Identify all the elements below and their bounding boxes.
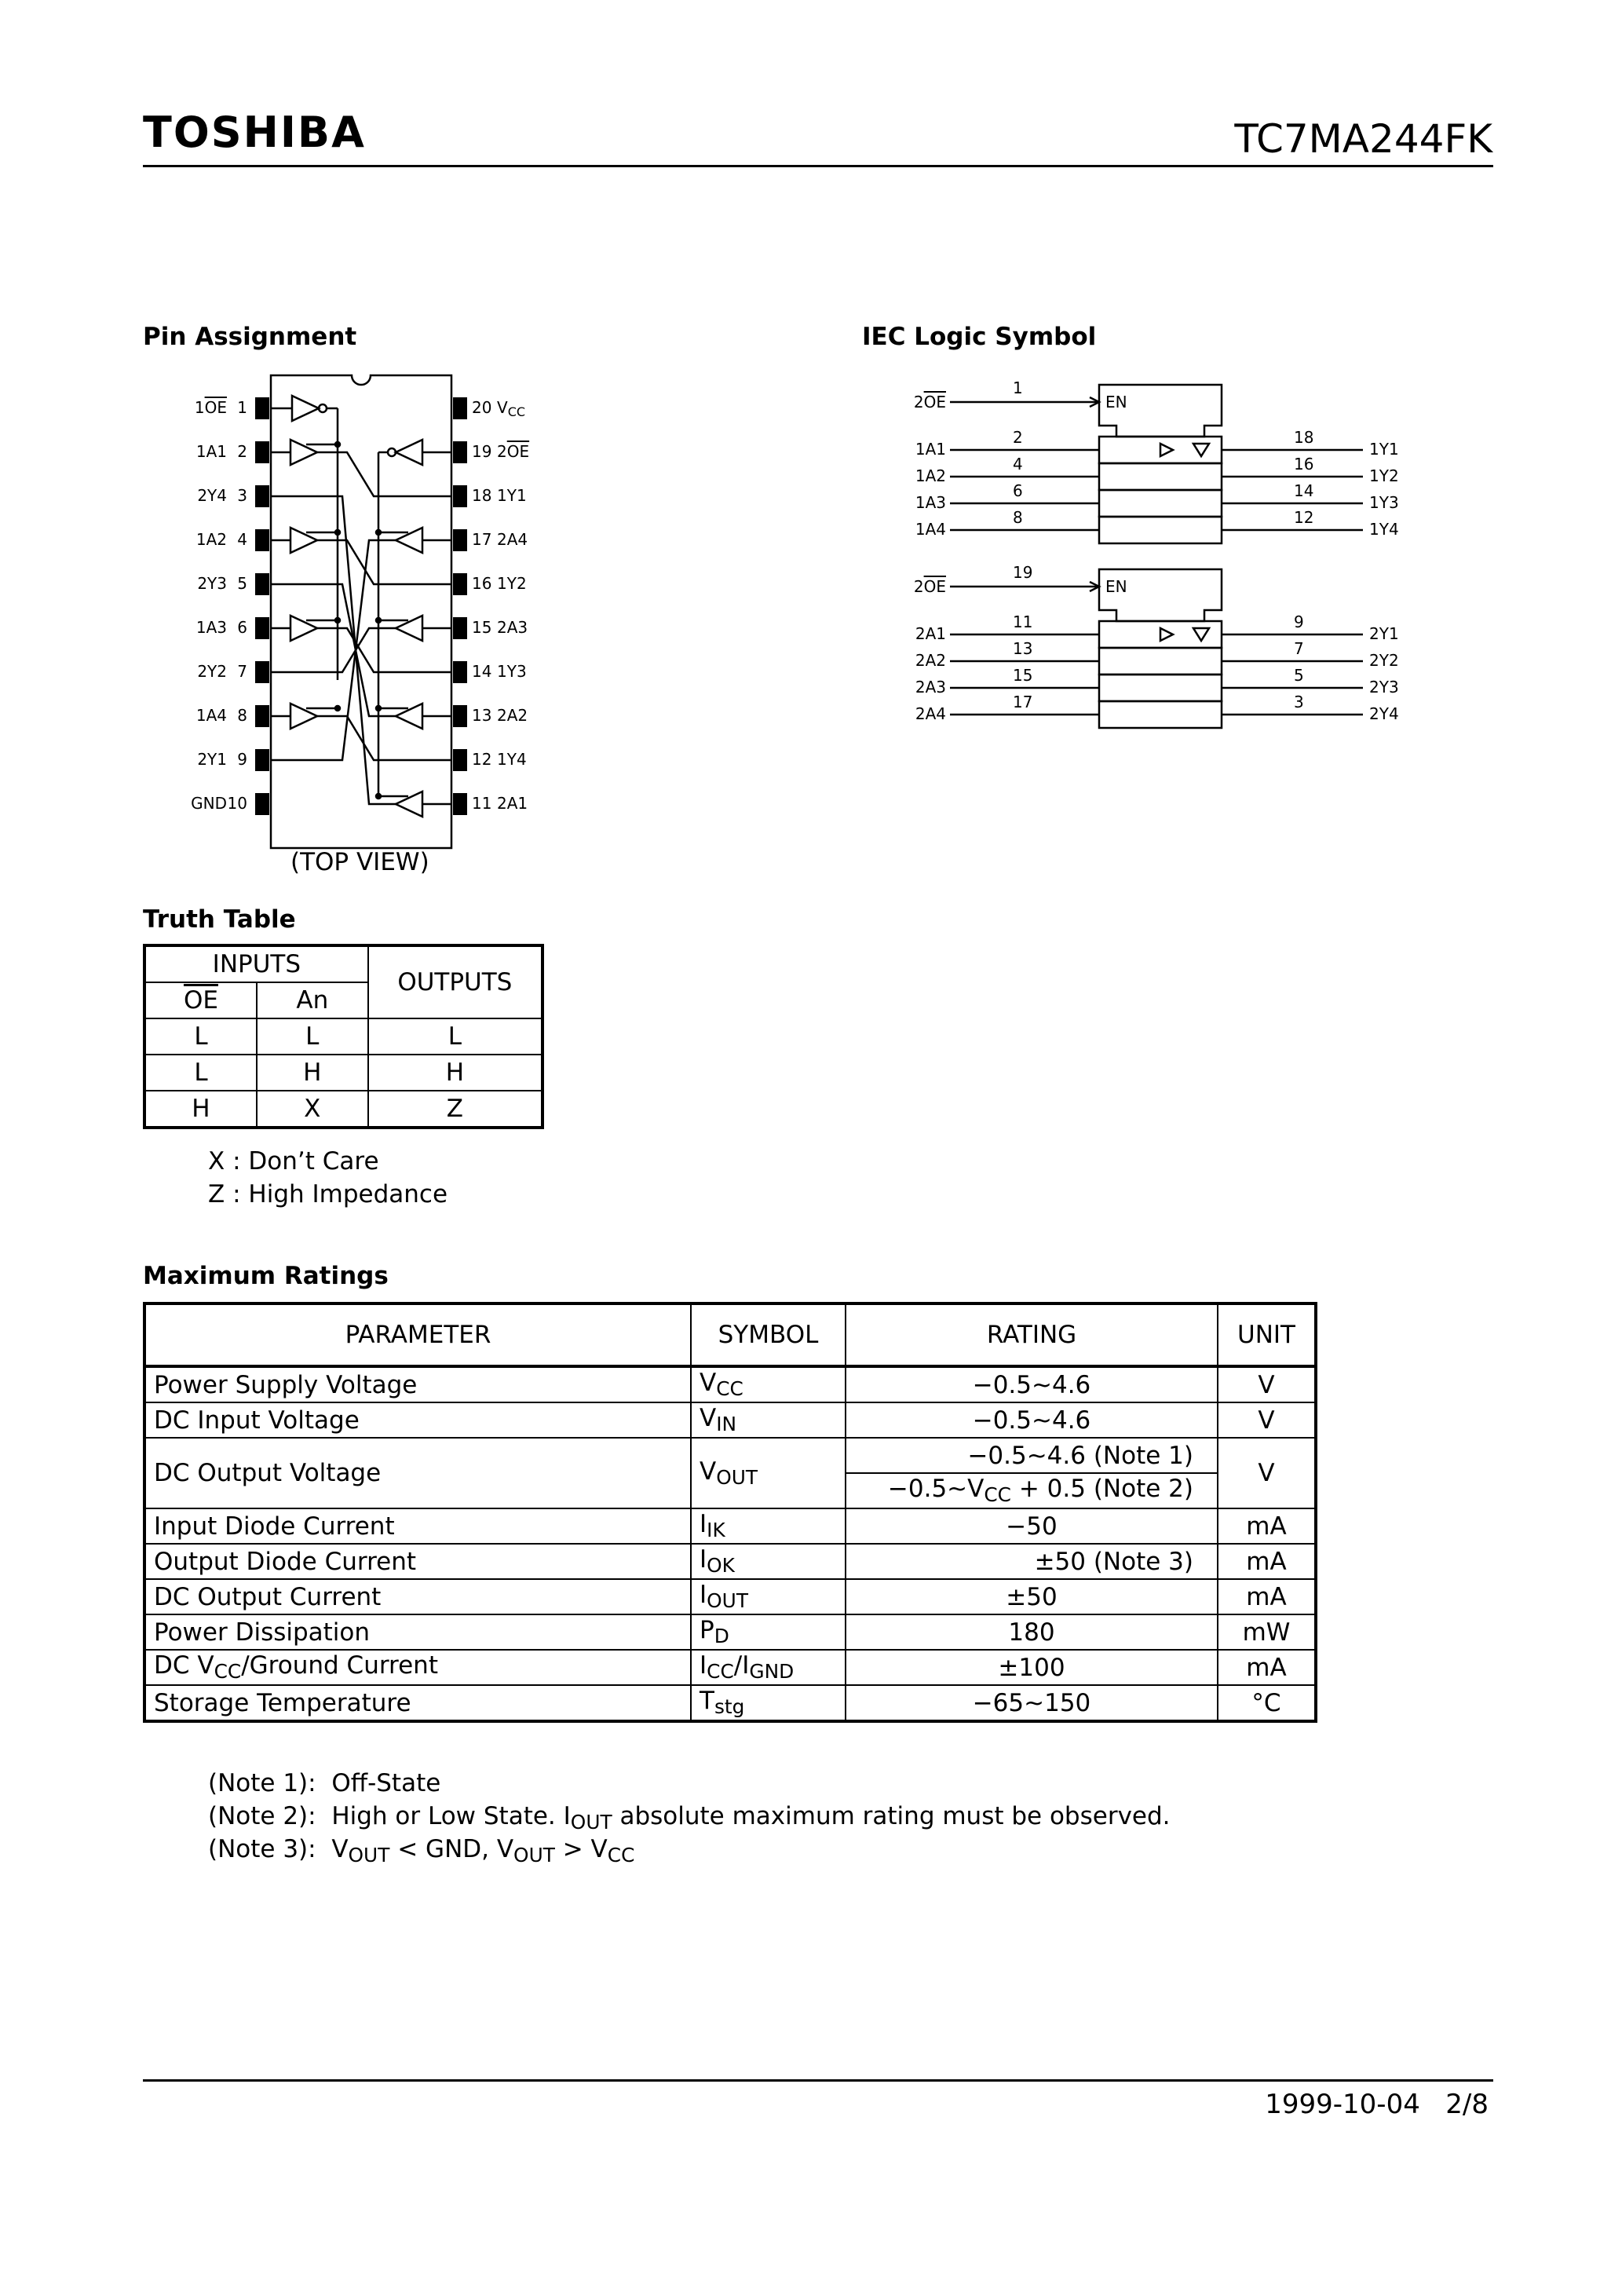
table-row: Power Dissipation $P_D$ 180 mW	[144, 1614, 1316, 1650]
output-label: 1Y1	[1369, 440, 1399, 459]
channel-box	[1099, 675, 1222, 701]
pin-number: 12	[472, 750, 492, 769]
pin-pad	[255, 661, 269, 683]
rating-header: RATING	[846, 1303, 1218, 1366]
table-row: DC Input Voltage $V_{IN}$ −0.5~4.6 V	[144, 1402, 1316, 1438]
pin-name: $2\overline{OE}$	[497, 442, 530, 461]
input-label: 2A2	[915, 651, 946, 670]
output-label: 1Y3	[1369, 493, 1399, 512]
pin-pad	[453, 485, 467, 507]
iec-logic-symbol-diagram	[911, 377, 1413, 754]
unit-header: UNIT	[1218, 1303, 1316, 1366]
part-number: TC7MA244FK	[1234, 116, 1492, 162]
pin-number: 18	[1294, 428, 1314, 447]
pin-number: 4	[1013, 455, 1023, 473]
pin-name: $V_{CC}$	[497, 398, 526, 419]
pin-pad	[453, 573, 467, 595]
pin-pad	[255, 485, 269, 507]
pin-pad	[453, 661, 467, 683]
symbol-header: SYMBOL	[691, 1303, 846, 1366]
pin-number: 3	[1294, 693, 1304, 711]
footer-date-page: 1999-10-04 2/8	[1265, 2089, 1489, 2120]
buffer-symbol	[396, 440, 422, 465]
pin-number: 11	[1013, 612, 1033, 631]
top-view-caption: (TOP VIEW)	[290, 848, 429, 876]
pin-number: 11	[472, 794, 492, 813]
pin-pad	[255, 573, 269, 595]
pin-name: 1Y1	[497, 486, 527, 505]
table-row: H X Z	[144, 1091, 542, 1128]
input-label: 2A1	[915, 624, 946, 643]
truth-table-title: Truth Table	[143, 905, 296, 934]
maximum-ratings-title: Maximum Ratings	[143, 1262, 389, 1290]
pin-name: 2Y4	[197, 486, 227, 505]
maximum-ratings-table	[143, 1302, 1317, 1723]
pin-assignment-title: Pin Assignment	[143, 323, 357, 351]
pin-number: 20	[472, 398, 492, 417]
buffer-symbol	[1160, 444, 1173, 456]
table-row: DC $V_{CC}$/Ground Current $I_{CC}/I_{GND}$ ±100 mA	[144, 1650, 1316, 1685]
pin-number: 2	[237, 442, 247, 461]
pin-pad	[255, 705, 269, 727]
pin-pad	[255, 529, 269, 551]
en-label: EN	[1105, 577, 1127, 596]
channel-box	[1099, 490, 1222, 517]
pin-number: 15	[1013, 666, 1033, 685]
pin-pad	[453, 617, 467, 639]
oe-label: $2\overline{OE}$	[913, 393, 946, 411]
pin-number: 16	[472, 574, 492, 593]
pin-number: 18	[472, 486, 492, 505]
table-row: Input Diode Current $I_{IK}$ −50 mA	[144, 1508, 1316, 1544]
pin-number: 5	[1294, 666, 1304, 685]
pin-name: 2Y1	[197, 750, 227, 769]
pin-pad	[255, 617, 269, 639]
pin-name: 1Y4	[497, 750, 527, 769]
note-2: (Note 2): High or Low State. $I_{OUT}$ absolute maximum rating must be observed.	[208, 1802, 1171, 1834]
input-label: 1A3	[915, 493, 946, 512]
footer-rule	[143, 2079, 1493, 2082]
oe-label: $2\overline{OE}$	[913, 577, 946, 596]
pin-pad	[453, 529, 467, 551]
table-row: Storage Temperature $T_{stg}$ −65~150 °C	[144, 1685, 1316, 1721]
pin-name: 1Y2	[497, 574, 527, 593]
pin-pad	[453, 441, 467, 463]
table-row: L H H	[144, 1055, 542, 1091]
note-3: (Note 3): $V_{OUT}$ < GND, $V_{OUT} > V_{CC}$	[208, 1835, 635, 1867]
channel-box	[1099, 701, 1222, 728]
pin-number: 15	[472, 618, 492, 637]
tristate-symbol	[1193, 444, 1209, 456]
pin-number: 14	[1294, 481, 1314, 500]
header-rule	[143, 165, 1493, 167]
table-row: DC Output Voltage $V_{OUT}$ −0.5~4.6 (Note 1) V	[144, 1438, 1316, 1473]
channel-box	[1099, 517, 1222, 543]
pin-name: 2A3	[497, 618, 528, 637]
pin-name: 1A4	[195, 706, 227, 725]
pin-number: 16	[1294, 455, 1314, 473]
oe-header: $\overline{OE}$	[144, 982, 257, 1018]
pin-number: 6	[1013, 481, 1023, 500]
truth-table	[143, 944, 544, 1129]
pin-name: GND	[191, 794, 227, 813]
pin-pad	[453, 749, 467, 771]
pin-name: 2A1	[497, 794, 528, 813]
pin-number: 7	[237, 662, 247, 681]
pin-number: 17	[1013, 693, 1033, 711]
output-label: 1Y4	[1369, 520, 1399, 539]
pin-name: 2A4	[497, 530, 528, 549]
legend-x: X : Don’t Care	[208, 1147, 379, 1175]
table-row: DC Output Current $I_{OUT}$ ±50 mA	[144, 1579, 1316, 1614]
pin-number: 1	[1013, 378, 1023, 397]
channel-box	[1099, 463, 1222, 490]
iec-logic-symbol-title: IEC Logic Symbol	[862, 323, 1097, 351]
table-row: Output Diode Current $I_{OK}$ ±50 (Note 3) mA	[144, 1544, 1316, 1579]
buffer-symbol	[1160, 628, 1173, 641]
channel-box	[1099, 648, 1222, 675]
output-label: 2Y4	[1369, 704, 1399, 723]
input-label: 2A4	[915, 704, 946, 723]
pin-pad	[255, 793, 269, 815]
inputs-header: INPUTS	[144, 945, 368, 982]
pin-pad	[255, 397, 269, 419]
input-label: 2A3	[915, 678, 946, 696]
output-label: 2Y1	[1369, 624, 1399, 643]
pin-number: 14	[472, 662, 492, 681]
legend-z: Z : High Impedance	[208, 1180, 448, 1208]
pin-name: 2Y3	[197, 574, 227, 593]
pin-number: 2	[1013, 428, 1023, 447]
pin-pad	[453, 705, 467, 727]
pin-number: 1	[237, 398, 247, 417]
en-label: EN	[1105, 393, 1127, 411]
pin-pad	[453, 397, 467, 419]
pin-pad	[453, 793, 467, 815]
parameter-header: PARAMETER	[144, 1303, 691, 1366]
note-1: (Note 1): Off-State	[208, 1769, 441, 1797]
pin-number: 19	[1013, 563, 1033, 582]
pin-name: 1A3	[195, 618, 227, 637]
pin-number: 19	[472, 442, 492, 461]
pin-number: 13	[472, 706, 492, 725]
an-header: An	[257, 982, 368, 1018]
output-label: 1Y2	[1369, 466, 1399, 485]
pin-name: 1A1	[195, 442, 227, 461]
pin-pad	[255, 441, 269, 463]
pin-number: 8	[237, 706, 247, 725]
pin-number: 9	[1294, 612, 1304, 631]
pin-name: 2Y2	[197, 662, 227, 681]
toshiba-logo: TOSHIBA	[143, 108, 366, 157]
pin-name: 2A2	[497, 706, 528, 725]
pin-number: 10	[227, 794, 247, 813]
pin-number: 17	[472, 530, 492, 549]
input-label: 1A2	[915, 466, 946, 485]
pin-number: 13	[1013, 639, 1033, 658]
input-label: 1A4	[915, 520, 946, 539]
pin-number: 3	[237, 486, 247, 505]
table-row: L L L	[144, 1018, 542, 1055]
pin-name: 1A2	[195, 530, 227, 549]
pin-name: $1\overline{OE}$	[194, 398, 227, 417]
outputs-header: OUTPUTS	[368, 945, 542, 1018]
pin-number: 12	[1294, 508, 1314, 527]
pin-number: 7	[1294, 639, 1304, 658]
pin-number: 9	[237, 750, 247, 769]
pin-pad	[255, 749, 269, 771]
table-row: Power Supply Voltage $V_{CC}$ −0.5~4.6 V	[144, 1366, 1316, 1402]
pin-number: 5	[237, 574, 247, 593]
pin-number: 6	[237, 618, 247, 637]
tristate-symbol	[1193, 628, 1209, 641]
buffer-symbol	[292, 396, 319, 421]
table-row: $-0.5\sim V_{CC} + 0.5$ (Note 2)	[144, 1473, 1316, 1508]
output-label: 2Y2	[1369, 651, 1399, 670]
pin-name: 1Y3	[497, 662, 527, 681]
output-label: 2Y3	[1369, 678, 1399, 696]
pin-number: 4	[237, 530, 247, 549]
pin-number: 8	[1013, 508, 1023, 527]
input-label: 1A1	[915, 440, 946, 459]
